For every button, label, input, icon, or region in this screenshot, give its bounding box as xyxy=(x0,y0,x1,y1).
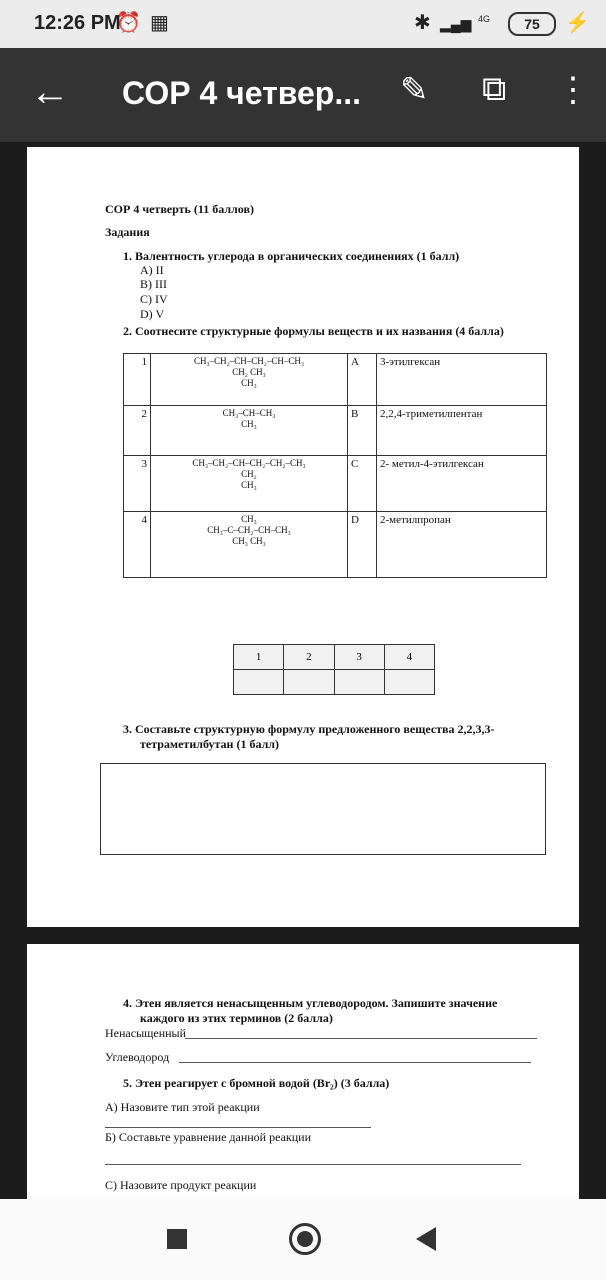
option-letter: B xyxy=(348,406,377,456)
grid-icon: ▦ xyxy=(150,12,169,34)
answer-cell xyxy=(234,670,284,695)
status-time: 12:26 PM xyxy=(34,12,121,34)
question-5b: Б) Составьте уравнение данной реакции xyxy=(105,1130,311,1144)
answer-header: 4 xyxy=(384,645,434,670)
tasks-label: Задания xyxy=(105,225,150,239)
edit-pencil-icon[interactable]: ✎ xyxy=(400,71,429,109)
nav-back-icon[interactable] xyxy=(416,1227,436,1251)
answer-header: 1 xyxy=(234,645,284,670)
answer-box xyxy=(100,763,546,855)
answer-grid xyxy=(233,644,435,695)
q1-option-d: D) V xyxy=(140,307,165,321)
compound-name: 2,2,4-триметилпентан xyxy=(377,406,547,456)
charging-icon: ⚡ xyxy=(565,12,590,34)
formula-line: CH₂ CH₃ xyxy=(232,367,266,377)
answer-line xyxy=(105,1164,521,1165)
document-page-2[interactable] xyxy=(27,944,579,1199)
answer-header: 3 xyxy=(334,645,384,670)
table-row xyxy=(124,406,547,456)
more-options-icon[interactable]: ⋮ xyxy=(556,71,590,109)
battery-indicator: 75 xyxy=(508,12,556,36)
formula-cell xyxy=(151,512,348,578)
bluetooth-icon: ✱ xyxy=(414,12,431,34)
status-bar xyxy=(0,0,606,48)
q1-option-a: A) II xyxy=(140,263,164,277)
home-icon[interactable] xyxy=(289,1223,321,1255)
formula-cell xyxy=(151,456,348,512)
open-external-icon[interactable]: ⧉ xyxy=(482,70,507,108)
table-row xyxy=(124,456,547,512)
compound-name: 2- метил-4-этилгексан xyxy=(377,456,547,512)
formula-line: CH₃ xyxy=(241,378,257,388)
q1-option-c: C) IV xyxy=(140,292,168,306)
table-row xyxy=(124,354,547,406)
option-letter: C xyxy=(348,456,377,512)
question-5: 5. Этен реагирует с бромной водой (Br₂) (3 балла) xyxy=(123,1076,390,1090)
question-2: 2. Соотнесите структурные формулы веществ и их названия (4 балла) xyxy=(123,324,504,338)
answer-cell xyxy=(284,670,334,695)
question-4-line1: 4. Этен является ненасыщенным углеводородом. Запишите значение xyxy=(123,996,498,1010)
matching-table xyxy=(123,353,547,578)
row-number: 3 xyxy=(124,456,151,512)
answer-header: 2 xyxy=(284,645,334,670)
answer-line xyxy=(105,1127,371,1128)
row-number: 1 xyxy=(124,354,151,406)
compound-name: 2-метилпропан xyxy=(377,512,547,578)
answer-cell xyxy=(384,670,434,695)
question-1: 1. Валентность углерода в органических соединениях (1 балл) xyxy=(123,249,460,263)
formula-line: CH₃ xyxy=(241,480,257,490)
question-3-line1: 3. Составьте структурную формулу предложенного вещества 2,2,3,3- xyxy=(123,722,495,736)
formula-line: CH₃ CH₃ xyxy=(232,536,266,546)
question-5c: С) Назовите продукт реакции xyxy=(105,1178,257,1192)
term-hydrocarbon: Углеводород xyxy=(105,1050,170,1064)
alarm-off-icon: ⏰ xyxy=(116,12,141,34)
question-5a: А) Назовите тип этой реакции xyxy=(105,1100,260,1114)
navigation-bar xyxy=(0,1199,606,1280)
row-number: 2 xyxy=(124,406,151,456)
formula-line: CH₃–CH–CH₃ xyxy=(222,408,276,418)
document-title: СОР 4 четвер... xyxy=(122,75,362,111)
network-label: 4G xyxy=(478,14,491,24)
formula-line: CH₂ xyxy=(241,469,257,479)
option-letter: A xyxy=(348,354,377,406)
formula-line: CH₃–CH₂–CH–CH₂–CH₂–CH₃ xyxy=(192,458,306,468)
back-arrow-icon[interactable]: ← xyxy=(30,70,70,114)
formula-line: CH₃ xyxy=(241,419,257,429)
answer-line xyxy=(179,1062,531,1063)
formula-line: CH₃ xyxy=(241,514,257,524)
q1-option-b: B) III xyxy=(140,277,167,291)
answer-line xyxy=(185,1038,537,1039)
formula-line: CH₃–C–CH₂–CH–CH₃ xyxy=(207,525,291,535)
document-page-1[interactable] xyxy=(27,147,579,927)
formula-line: CH₃–CH₂–CH–CH₂–CH–CH₃ xyxy=(193,356,305,366)
question-3-line2: тетраметилбутан (1 балл) xyxy=(140,737,280,751)
signal-icon: ▂▄▆ xyxy=(440,16,472,32)
term-unsaturated: Ненасыщенный xyxy=(105,1026,187,1040)
formula-cell xyxy=(151,406,348,456)
app-bar xyxy=(0,48,606,142)
option-letter: D xyxy=(348,512,377,578)
question-4-line2: каждого из этих терминов (2 балла) xyxy=(140,1011,333,1025)
table-row xyxy=(124,512,547,578)
compound-name: 3-этилгексан xyxy=(377,354,547,406)
doc-header: СОР 4 четверть (11 баллов) xyxy=(105,202,254,216)
recent-apps-icon[interactable] xyxy=(167,1229,187,1249)
formula-cell xyxy=(151,354,348,406)
row-number: 4 xyxy=(124,512,151,578)
answer-cell xyxy=(334,670,384,695)
